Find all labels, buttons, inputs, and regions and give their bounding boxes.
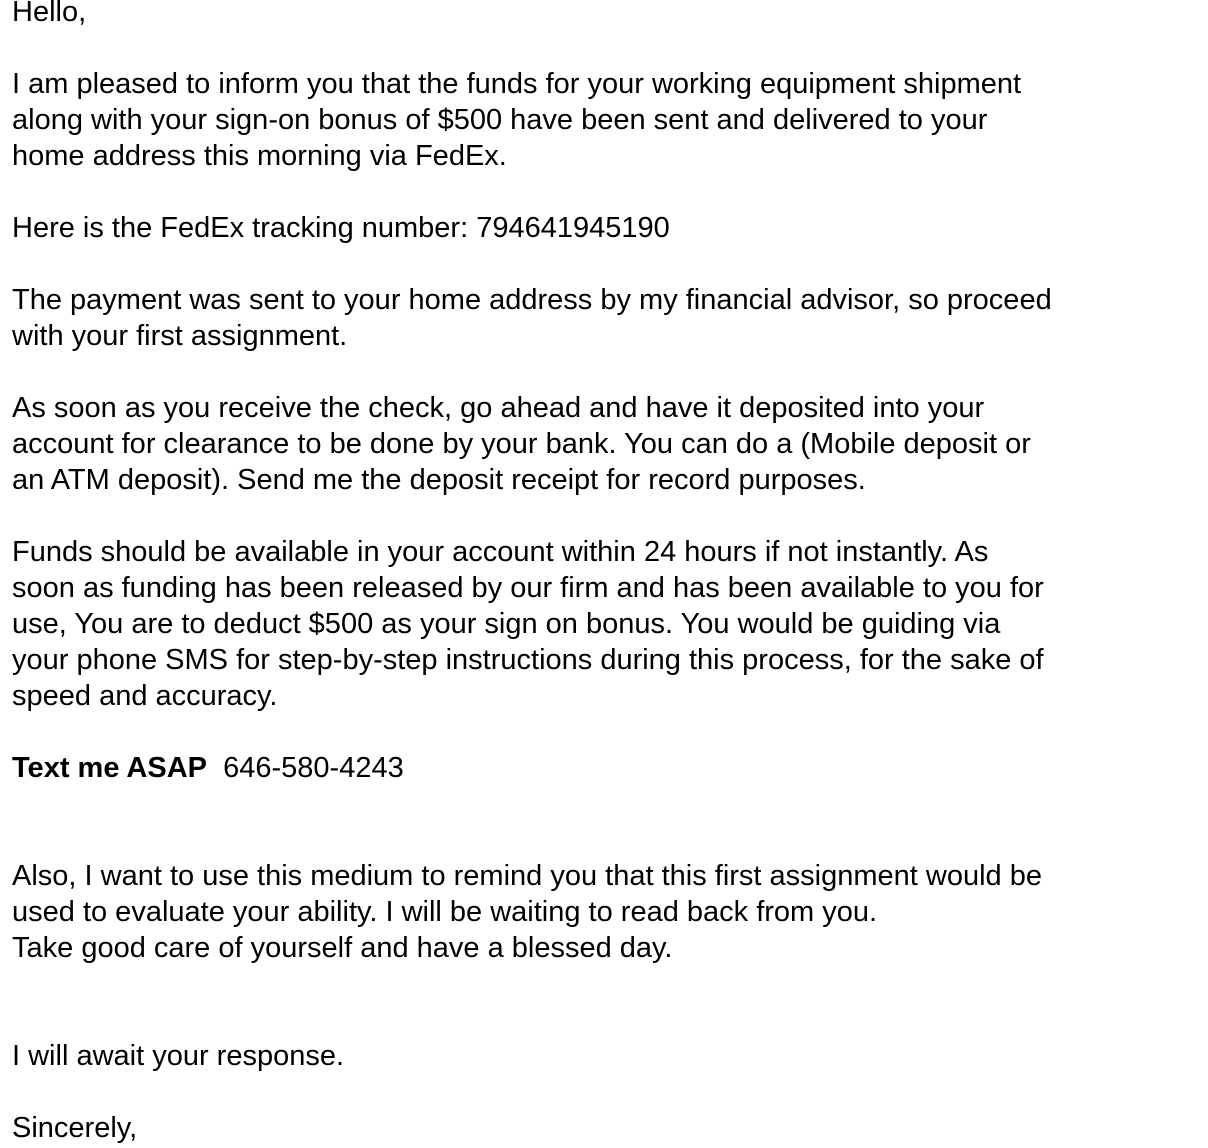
text-line: Also, I want to use this medium to remind you that this first assignment would be [12, 860, 1042, 892]
text-line: soon as funding has been released by our firm and has been available to you for [12, 572, 1044, 604]
spacer [12, 1074, 1202, 1110]
phone-number: 646-580-4243 [223, 752, 404, 784]
text-line: along with your sign-on bonus of $500 have been sent and delivered to your [12, 104, 988, 136]
text-line: home address this morning via FedEx. [12, 140, 507, 172]
text-line: As soon as you receive the check, go ahead and have it deposited into your [12, 392, 985, 424]
text-line: The payment was sent to your home address by my financial advisor, so proceed [12, 284, 1052, 316]
text-line: use, You are to deduct $500 as your sign on bonus. You would be guiding via [12, 608, 1001, 640]
spacer [12, 966, 1202, 1002]
paragraph-funds [12, 534, 1202, 714]
email-body [12, 0, 1202, 1146]
spacer [12, 246, 1202, 282]
text-line: your phone SMS for step-by-step instructions during this process, for the sake of [12, 644, 1044, 676]
spacer [12, 354, 1202, 390]
spacer [12, 1002, 1202, 1038]
spacer [12, 714, 1202, 750]
spacer [12, 822, 1202, 858]
text-line: speed and accuracy. [12, 680, 278, 712]
text-me-line [12, 750, 1202, 786]
spacer [12, 786, 1202, 822]
spacer [12, 174, 1202, 210]
spacer [12, 498, 1202, 534]
text-me-label: Text me ASAP [12, 752, 207, 784]
text-line: Funds should be available in your account within 24 hours if not instantly. As [12, 536, 989, 568]
tracking-number-line: Here is the FedEx tracking number: 794641945190 [12, 212, 670, 244]
spacer [12, 30, 1202, 66]
paragraph-shipment [12, 66, 1202, 174]
text-line: I am pleased to inform you that the funds for your working equipment shipment [12, 68, 1022, 100]
text-line: account for clearance to be done by your bank. You can do a (Mobile deposit or [12, 428, 1031, 460]
paragraph-payment [12, 282, 1202, 354]
text-line: an ATM deposit). Send me the deposit receipt for record purposes. [12, 464, 866, 496]
paragraph-deposit [12, 390, 1202, 498]
text-line: used to evaluate your ability. I will be waiting to read back from you. [12, 896, 878, 928]
paragraph-reminder [12, 858, 1202, 966]
text-line: Take good care of yourself and have a blessed day. [12, 932, 673, 964]
await-response-line: I will await your response. [12, 1040, 345, 1072]
text-line: with your first assignment. [12, 320, 348, 352]
greeting: Hello, [12, 0, 87, 28]
signoff: Sincerely, [12, 1112, 138, 1144]
